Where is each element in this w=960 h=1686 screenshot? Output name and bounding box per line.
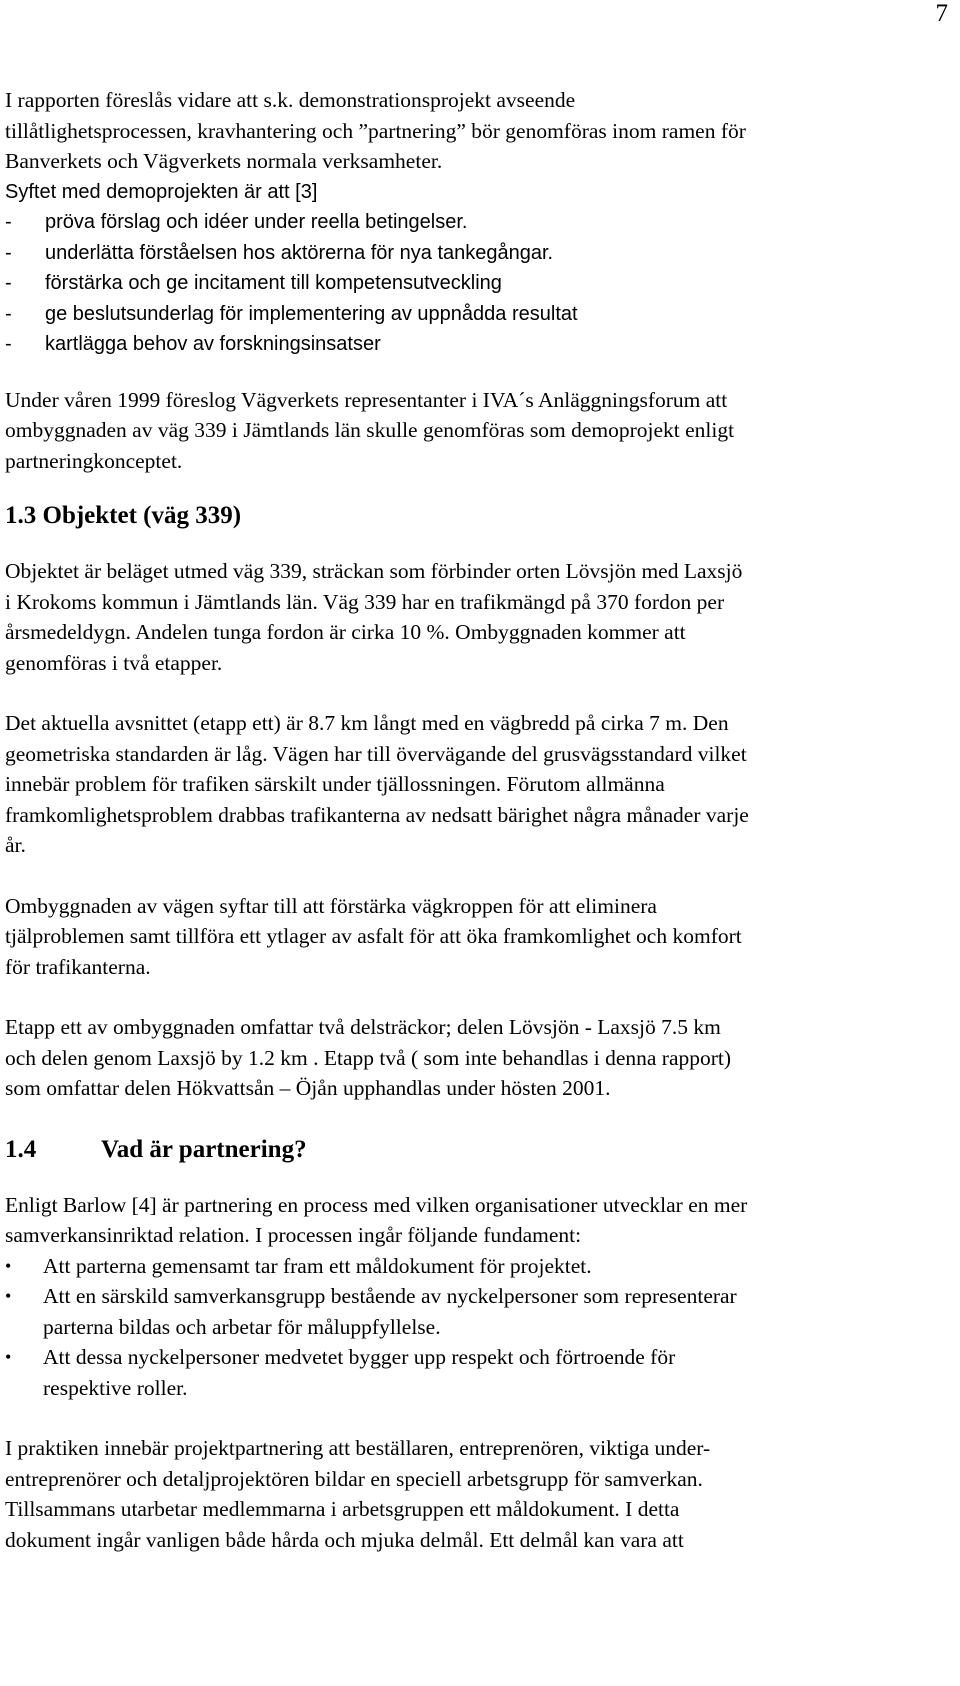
paragraph-1999 xyxy=(5,385,957,477)
text-line: som omfattar delen Hökvattsån – Öjån upphandlas under hösten 2001. xyxy=(5,1076,611,1100)
text-line: parterna bildas och arbetar för måluppfyllelse. xyxy=(43,1314,441,1339)
text-line: för trafikanterna. xyxy=(5,954,151,979)
spacer xyxy=(5,476,957,500)
text-line: entreprenörer och detaljprojektören bildar en speciell arbetsgrupp för samverkan. xyxy=(5,1466,703,1491)
dash-list-item xyxy=(5,238,957,269)
spacer xyxy=(5,1403,957,1433)
text-line: årsmedeldygn. Andelen tunga fordon är cirka 10 %. Ombyggnaden kommer att xyxy=(5,620,686,644)
dash-list-item xyxy=(5,329,957,360)
text-line: tjälproblemen samt tillföra ett ytlager av asfalt för att öka framkomlighet och komfort xyxy=(5,924,742,948)
section-title: Vad är partnering? xyxy=(101,1135,307,1163)
spacer xyxy=(5,982,957,1012)
page-number: 7 xyxy=(935,0,948,27)
text-line: Enligt Barlow [4] är partnering en process med vilken organisationer utvecklar en mer xyxy=(5,1192,748,1217)
text-line: partneringkonceptet. xyxy=(5,448,183,473)
dash-item-text: förstärka och ge incitament till kompetensutveckling xyxy=(45,272,502,294)
text-line: dokument ingår vanligen både hårda och mjuka delmål. Ett delmål kan vara att xyxy=(5,1527,684,1552)
bullet-marker: • xyxy=(5,1347,12,1367)
section-number: 1.4 xyxy=(5,1135,37,1163)
text-line: Objektet är beläget utmed väg 339, sträckan som förbinder orten Lövsjön med Laxsjö xyxy=(5,559,743,583)
purpose-dash-list xyxy=(5,207,957,360)
text-line: Att parterna gemensamt tar fram ett måldokument för projektet. xyxy=(43,1253,592,1278)
dash-list-item xyxy=(5,299,957,330)
text-line: Ombyggnaden av vägen syftar till att förstärka vägkroppen för att eliminera xyxy=(5,893,657,918)
dash-marker: - xyxy=(5,272,12,294)
practice-paragraph xyxy=(5,1433,957,1555)
spacer xyxy=(5,532,957,556)
purpose-paragraph xyxy=(5,891,957,983)
partnering-intro-paragraph xyxy=(5,1190,957,1251)
text-line: respektive roller. xyxy=(43,1375,188,1400)
page-content xyxy=(5,85,957,1555)
text-line: genomföras i två etapper. xyxy=(5,650,223,675)
text-line: Etapp ett av ombyggnaden omfattar två delsträckor; delen Lövsjön - Laxsjö 7.5 km xyxy=(5,1015,721,1039)
dash-marker: - xyxy=(5,241,12,264)
text-line: Att en särskild samverkansgrupp bestående av nyckelpersoner som representerar xyxy=(43,1284,737,1308)
purpose-intro xyxy=(5,177,957,208)
spacer xyxy=(5,1104,957,1134)
dash-list-item xyxy=(5,268,957,299)
dash-marker: - xyxy=(5,333,12,355)
text-line: Det aktuella avsnittet (etapp ett) är 8.7 km långt med en vägbredd på cirka 7 m. Den xyxy=(5,711,729,735)
dash-marker: - xyxy=(5,302,12,325)
spacer xyxy=(5,1166,957,1190)
dash-list-item xyxy=(5,207,957,238)
text-line: Under våren 1999 föreslog Vägverkets representanter i IVA´s Anläggningsforum att xyxy=(5,387,728,412)
spacer xyxy=(5,678,957,708)
intro-paragraph xyxy=(5,85,957,177)
text-line: I rapporten föreslås vidare att s.k. demonstrationsprojekt avseende xyxy=(5,88,576,112)
fundament-bullet-list xyxy=(5,1251,957,1404)
bullet-list-item xyxy=(5,1281,957,1342)
text-line: Syftet med demoprojekten är att [3] xyxy=(5,180,318,203)
section-description-paragraph xyxy=(5,708,957,861)
spacer xyxy=(5,360,957,385)
text-line: Tillsammans utarbetar medlemmarna i arbetsgruppen ett måldokument. I detta xyxy=(5,1497,680,1521)
text-line: tillåtlighetsprocessen, kravhantering och ”partnering” bör genomföras inom ramen för xyxy=(5,118,746,143)
text-line: innebär problem för trafiken särskilt under tjällossningen. Förutom allmänna xyxy=(5,772,665,796)
dash-item-text: pröva förslag och idéer under reella betingelser. xyxy=(45,211,468,233)
dash-item-text: ge beslutsunderlag för implementering av uppnådda resultat xyxy=(45,302,578,325)
bullet-marker: • xyxy=(5,1255,12,1276)
bullet-marker: • xyxy=(5,1286,12,1306)
section-heading-1-3: 1.3 Objektet (väg 339) xyxy=(5,502,242,529)
text-line: Att dessa nyckelpersoner medvetet bygger upp respekt och förtroende för xyxy=(43,1345,676,1369)
dash-item-text: kartlägga behov av forskningsinsatser xyxy=(45,333,381,355)
text-line: Banverkets och Vägverkets normala verksamheter. xyxy=(5,149,443,173)
text-line: och delen genom Laxsjö by 1.2 km . Etapp två ( som inte behandlas i denna rapport) xyxy=(5,1045,732,1070)
section-heading-1-4 xyxy=(5,1134,957,1166)
dash-marker: - xyxy=(5,211,12,233)
spacer xyxy=(5,861,957,891)
text-line: framkomlighetsproblem drabbas trafikanterna av nedsatt bärighet några månader varje xyxy=(5,802,749,827)
text-line: år. xyxy=(5,833,26,857)
object-paragraph xyxy=(5,556,957,678)
text-line: i Krokoms kommun i Jämtlands län. Väg 339 har en trafikmängd på 370 fordon per xyxy=(5,589,725,614)
stage-paragraph xyxy=(5,1012,957,1104)
text-line: geometriska standarden är låg. Vägen har till övervägande del grusvägsstandard vilket xyxy=(5,741,747,766)
bullet-list-item xyxy=(5,1342,957,1403)
text-line: I praktiken innebär projektpartnering att beställaren, entreprenören, viktiga under- xyxy=(5,1436,711,1460)
bullet-list-item xyxy=(5,1251,957,1282)
text-line: ombyggnaden av väg 339 i Jämtlands län skulle genomföras som demoprojekt enligt xyxy=(5,418,735,442)
text-line: samverkansinriktad relation. I processen ingår följande fundament: xyxy=(5,1223,582,1247)
dash-item-text: underlätta förståelsen hos aktörerna för nya tankegångar. xyxy=(45,241,554,264)
